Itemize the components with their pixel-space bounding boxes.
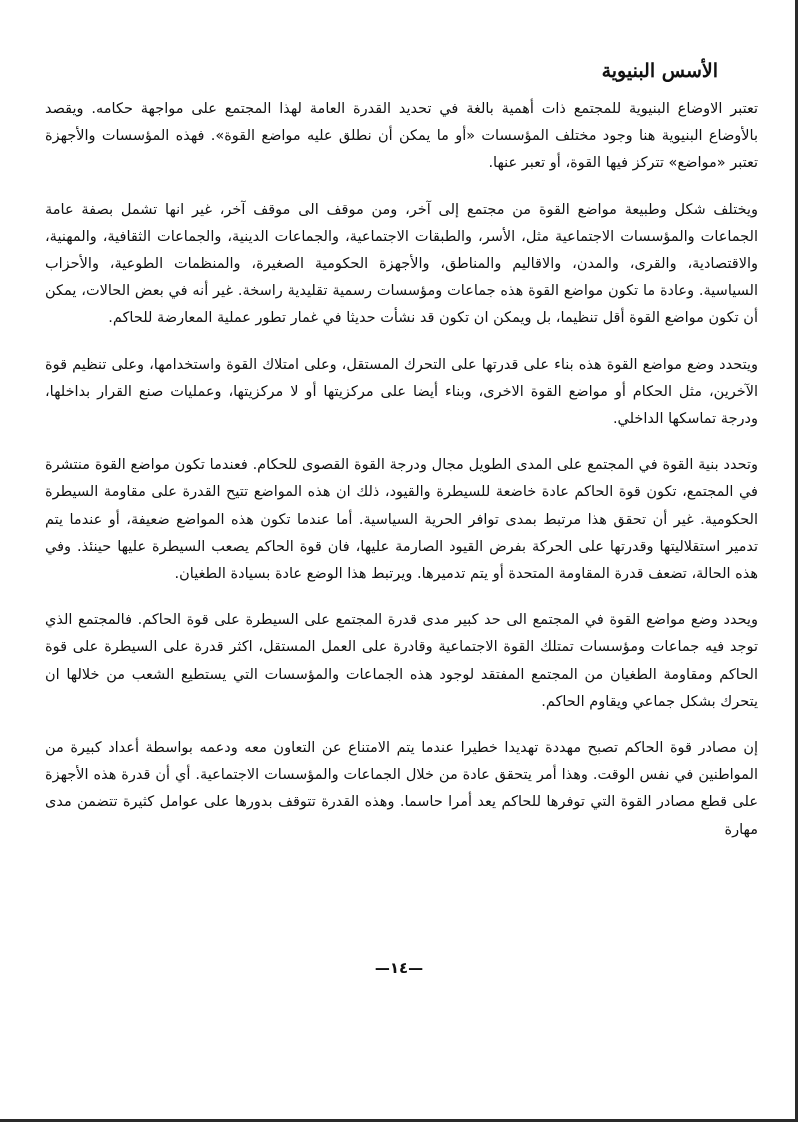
body-text [45,96,758,863]
paragraph-2: ويختلف شكل وطبيعة مواضع القوة من مجتمع إلى آخر، ومن موقف الى موقف آخر، غير انها تشمل بصفة عامة الجماعات والمؤسسات الاجتماعية مثل، الأسر، والطبقات الاجتماعية، والجماعات الدينية، والجماعات الثقافية، والمهنية، والاقتصادية، والقرى، والمدن، والاقاليم والمناطق، والأجهزة الحكومية الصغيرة، والمنظمات الطوعية، والأحزاب السياسية. وعادة ما تكون مواضع القوة هذه جماعات ومؤسسات رسمية تقليدية راسخة. غير أنه في بعض الحالات، يمكن أن تكون مواضع القوة أقل تنظيما، بل ويمكن ان تكون قد نشأت حديثا في غمار تطور عملية المعارضة للحاكم. [45,201,758,327]
page-number: —١٤— [374,959,424,977]
paragraph-4: وتحدد بنية القوة في المجتمع على المدى الطويل مجال ودرجة القوة القصوى للحكام. فعندما تكون مواضع القوة منتشرة في المجتمع، تكون قوة الحاكم عادة خاضعة للسيطرة والقيود، ذلك ان هذه المواضع تتيح القدرة على مقاومة السيطرة الحكومية. غير أن تحقق هذا مرتبط بمدى توافر الحرية السياسية. أما عندما تكون هذه المواضع ضعيفة، أو عندما يتم تدمير استقلاليتها وقدرتها على الحركة بفرض القيود الصارمة عليها، فان قوة الحاكم يصعب السيطرة عليها حينئذ. وفي هذه الحالة، تضعف قدرة المقاومة المتحدة أو يتم تدميرها. ويرتبط هذا الوضع عادة بسيادة الطغيان. [45,457,758,583]
paragraph-3: ويتحدد وضع مواضع القوة هذه بناء على قدرتها على التحرك المستقل، وعلى امتلاك القوة واستخدامها، وعلى تنظيم قوة الآخرين، مثل الحكام أو مواضع القوة الاخرى، وبناء أيضا على مركزيتها أو لا مركزيتها، وعمليات صنع القرار بداخلها، ودرجة تماسكها الداخلي. [45,356,758,428]
section-heading: الأسس البنيوية [601,60,718,82]
paragraph-6: إن مصادر قوة الحاكم تصبح مهددة تهديدا خطيرا عندما يتم الامتناع عن التعاون معه ودعمه بواسطة أعداد كبيرة من المواطنين في نفس الوقت. وهذا أمر يتحقق عادة من خلال الجماعات والمؤسسات الاجتماعية. أي أن قدرة هذه الأجهزة على قطع مصادر القوة التي توفرها للحاكم يعد أمرا حاسما. وهذه القدرة تتوقف بدورها على عوامل كثيرة تتضمن مدى مهارة [45,740,758,838]
paragraph-1: تعتبر الاوضاع البنيوية للمجتمع ذات أهمية بالغة في تحديد القدرة العامة لهذا المجتمع على مواجهة حكامه. ويقصد بالأوضاع البنيوية هنا وجود مختلف المؤسسات «أو ما يمكن أن نطلق عليه مواضع القوة». فهذه المؤسسات والأجهزة تعتبر «مواضع» تتركز فيها القوة، أو تعبر عنها. [45,101,758,172]
paragraph-5: ويحدد وضع مواضع القوة في المجتمع الى حد كبير مدى قدرة المجتمع على السيطرة على قوة الحاكم. فالمجتمع الذي توجد فيه جماعات ومؤسسات تمتلك القوة الاجتماعية وقادرة على العمل المستقل، اكثر قدرة على السيطرة على قوة الحاكم ومقاومة الطغيان من المجتمع المفتقد لوجود هذه الجماعات والمؤسسات التي يستطيع الشعب من خلالها ان يتحرك بشكل جماعي ويقاوم الحاكم. [45,612,758,710]
